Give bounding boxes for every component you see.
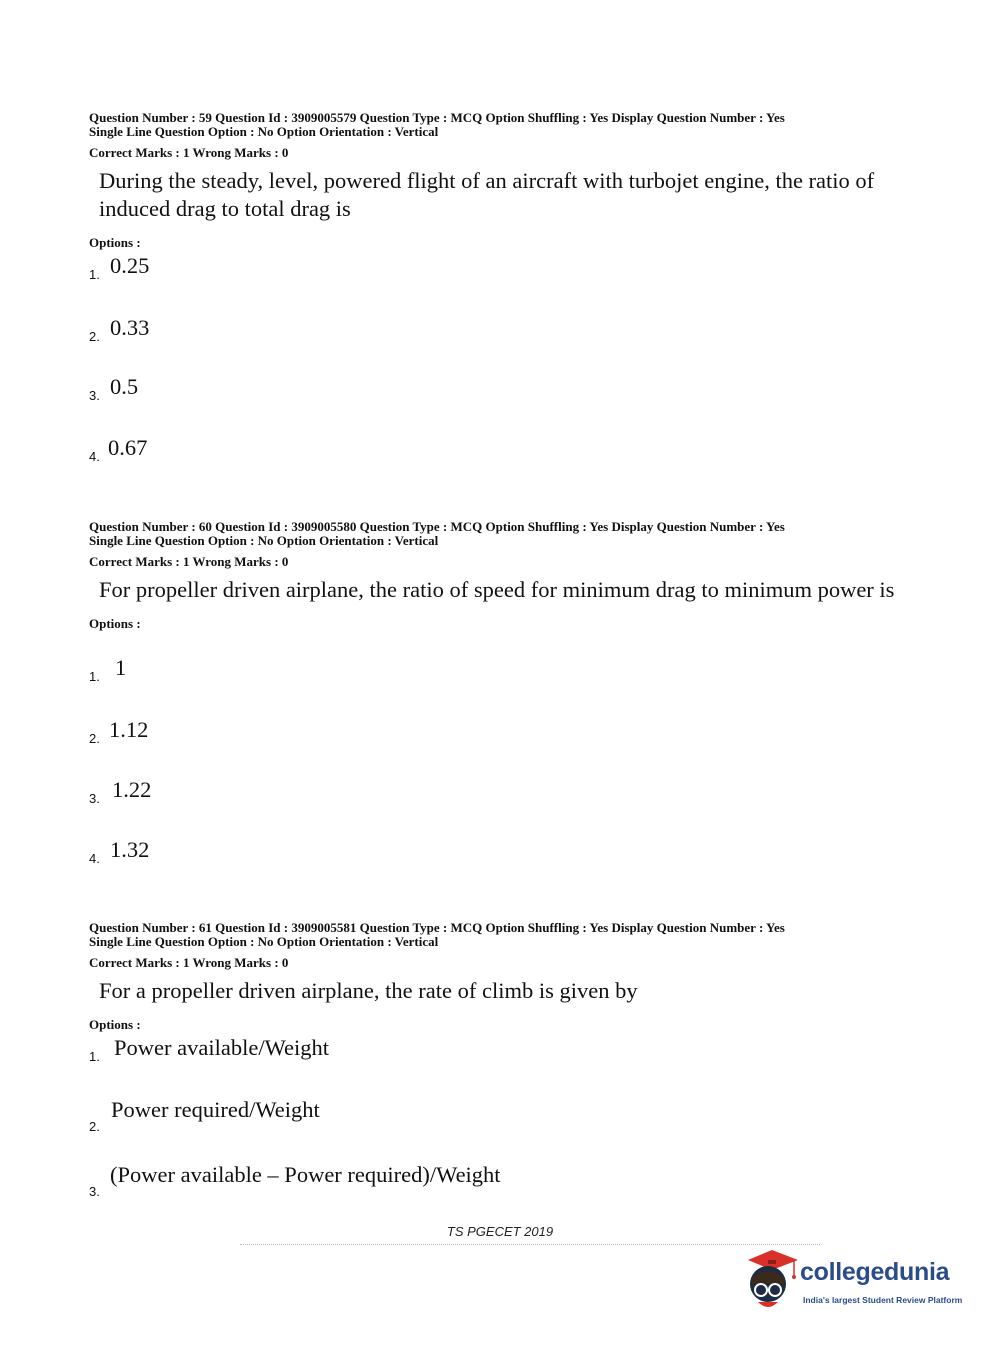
question-meta-line1: Question Number : 59 Question Id : 3909005579 Question Type : MCQ Option Shuffling : Yes Display Question Number : Yes bbox=[89, 110, 785, 125]
option-text: 1 bbox=[115, 655, 127, 680]
option-text: 1.22 bbox=[112, 777, 152, 802]
footer-divider bbox=[240, 1244, 820, 1245]
option-number: 4. bbox=[89, 851, 100, 866]
option-text: 1.32 bbox=[110, 837, 150, 862]
option-number: 4. bbox=[89, 449, 100, 464]
option-number: 1. bbox=[89, 1049, 100, 1064]
option-text: 0.67 bbox=[108, 435, 148, 460]
question-meta-line1: Question Number : 60 Question Id : 3909005580 Question Type : MCQ Option Shuffling : Yes Display Question Number : Yes bbox=[89, 519, 785, 534]
exam-footer: TS PGECET 2019 bbox=[446, 1224, 554, 1239]
option-text: 1.12 bbox=[109, 717, 149, 742]
option-number: 1. bbox=[89, 267, 100, 282]
question-61 bbox=[89, 921, 909, 1033]
logo-tagline: India's largest Student Review Platform bbox=[803, 1295, 963, 1305]
question-meta-line2: Single Line Question Option : No Option Orientation : Vertical bbox=[89, 934, 439, 949]
option-number: 2. bbox=[89, 1119, 100, 1134]
collegedunia-logo[interactable] bbox=[742, 1248, 972, 1316]
question-meta-line1: Question Number : 61 Question Id : 3909005581 Question Type : MCQ Option Shuffling : Yes Display Question Number : Yes bbox=[89, 920, 785, 935]
option-number: 1. bbox=[89, 669, 100, 684]
option-text: 0.5 bbox=[110, 374, 139, 399]
option-number: 3. bbox=[89, 388, 100, 403]
option-number: 3. bbox=[89, 1184, 100, 1199]
option-text: Power required/Weight bbox=[111, 1097, 320, 1122]
question-meta-line2: Single Line Question Option : No Option Orientation : Vertical bbox=[89, 533, 439, 548]
question-marks: Correct Marks : 1 Wrong Marks : 0 bbox=[89, 955, 289, 970]
option-text: (Power available – Power required)/Weight bbox=[110, 1162, 501, 1187]
option-number: 2. bbox=[89, 731, 100, 746]
options-label: Options : bbox=[89, 1017, 141, 1032]
logo-name: collegedunia bbox=[800, 1258, 950, 1286]
question-60 bbox=[89, 520, 909, 632]
question-text: For propeller driven airplane, the ratio of speed for minimum drag to minimum power is bbox=[99, 577, 895, 602]
option-text: 0.33 bbox=[110, 315, 150, 340]
option-text: Power available/Weight bbox=[114, 1035, 329, 1060]
question-text: During the steady, level, powered flight of an aircraft with turbojet engine, the ratio of induced drag to total drag is bbox=[99, 168, 875, 221]
options-label: Options : bbox=[89, 616, 141, 631]
option-number: 2. bbox=[89, 329, 100, 344]
question-marks: Correct Marks : 1 Wrong Marks : 0 bbox=[89, 145, 289, 160]
question-marks: Correct Marks : 1 Wrong Marks : 0 bbox=[89, 554, 289, 569]
question-text: For a propeller driven airplane, the rate of climb is given by bbox=[99, 978, 638, 1003]
question-59 bbox=[89, 111, 909, 251]
option-number: 3. bbox=[89, 791, 100, 806]
question-meta-line2: Single Line Question Option : No Option Orientation : Vertical bbox=[89, 124, 439, 139]
option-text: 0.25 bbox=[110, 253, 150, 278]
graduate-mascot-icon bbox=[742, 1248, 800, 1316]
options-label: Options : bbox=[89, 235, 141, 250]
